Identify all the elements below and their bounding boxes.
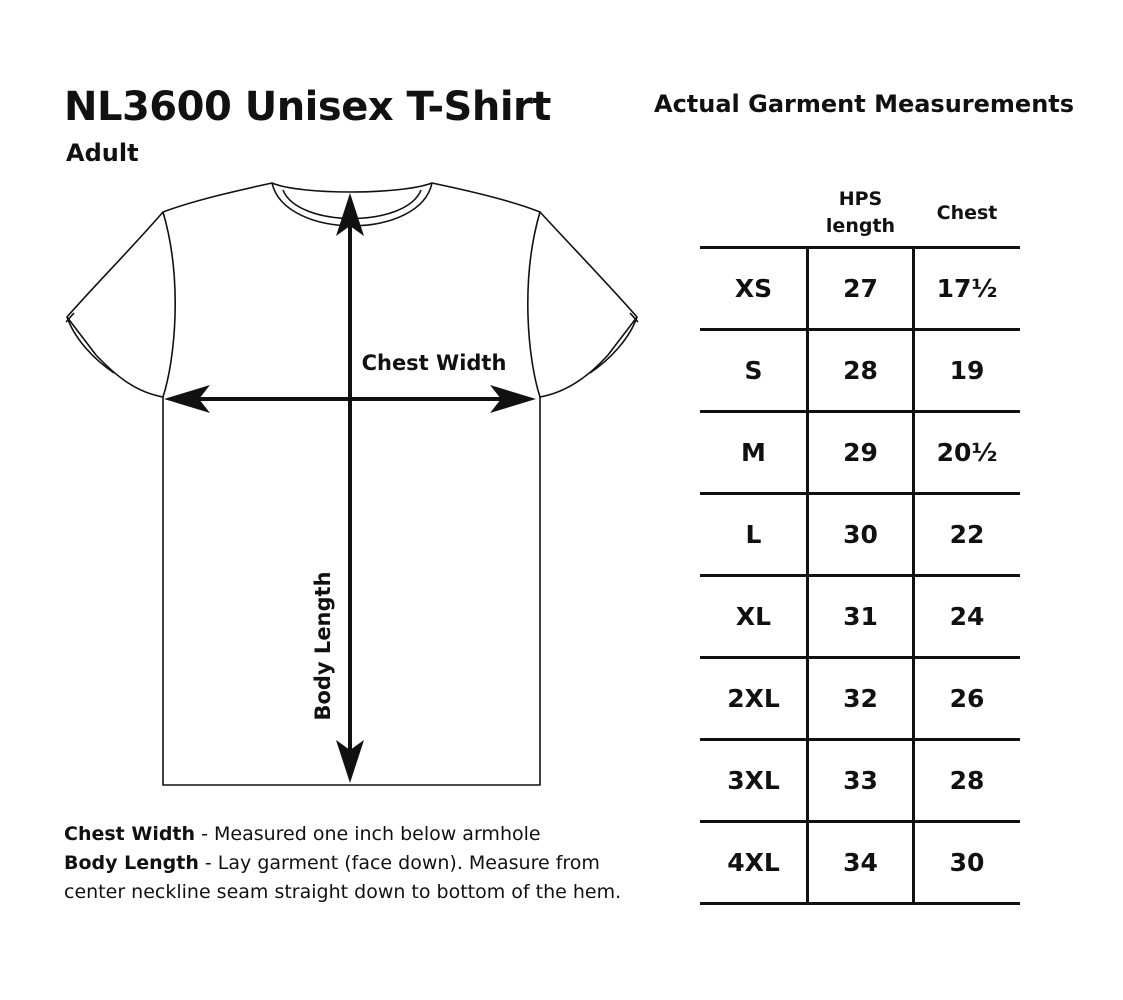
tshirt-diagram [0,0,700,800]
chest-cell: 22 [949,520,985,549]
table-row [700,659,1020,741]
chest-note [64,820,664,849]
page-subtitle: Adult [66,139,139,167]
hps-length-cell: 34 [843,848,878,877]
size-cell: S [744,356,763,385]
size-cell: 3XL [727,766,780,795]
table-row [700,331,1020,413]
table-row [700,495,1020,577]
hps-length-cell: 32 [843,684,878,713]
chest-cell: 30 [949,848,985,877]
table-body [700,246,1020,905]
table-row [700,823,1020,905]
body-length-arrow [336,193,364,783]
chest-cell: 24 [949,602,985,631]
chest-cell: 28 [949,766,985,795]
header-hps-line2: length [825,215,896,237]
chest-cell: 19 [949,356,985,385]
hps-length-cell: 29 [843,438,878,467]
chest-cell: 17½ [936,274,998,303]
hps-length-cell: 31 [843,602,878,631]
chest-cell: 20½ [936,438,998,467]
chest-cell: 26 [949,684,985,713]
size-cell: 4XL [727,848,780,877]
table-header [700,180,1020,246]
hps-length-cell: 28 [843,356,878,385]
header-hps-line1: HPS [838,188,883,210]
size-cell: XS [734,274,773,303]
hps-length-cell: 27 [843,274,878,303]
chest-note-term: Chest Width [64,823,196,845]
size-chart-table [700,180,1020,905]
page-title: NL3600 Unisex T-Shirt [64,84,551,130]
hps-length-cell: 30 [843,520,878,549]
table-row [700,741,1020,823]
header-hps-length [807,180,914,246]
chest-width-label: Chest Width [361,351,507,375]
length-note [64,849,664,907]
chest-note-desc: - Measured one inch below armhole [195,823,541,845]
size-cell: M [741,438,766,467]
length-note-term: Body Length [64,852,199,874]
header-chest: Chest [936,201,998,224]
hps-length-cell: 33 [843,766,878,795]
body-length-label: Body Length [311,571,335,721]
size-cell: L [745,520,762,549]
table-row [700,413,1020,495]
length-note-desc: - Lay garment (face down). Measure from center neckline seam straight down to bottom of the hem. [64,852,622,903]
table-row [700,249,1020,331]
measurements-heading: Actual Garment Measurements [654,90,1075,118]
measurement-notes [64,820,664,907]
size-cell: 2XL [727,684,780,713]
table-row [700,577,1020,659]
size-cell: XL [735,602,772,631]
